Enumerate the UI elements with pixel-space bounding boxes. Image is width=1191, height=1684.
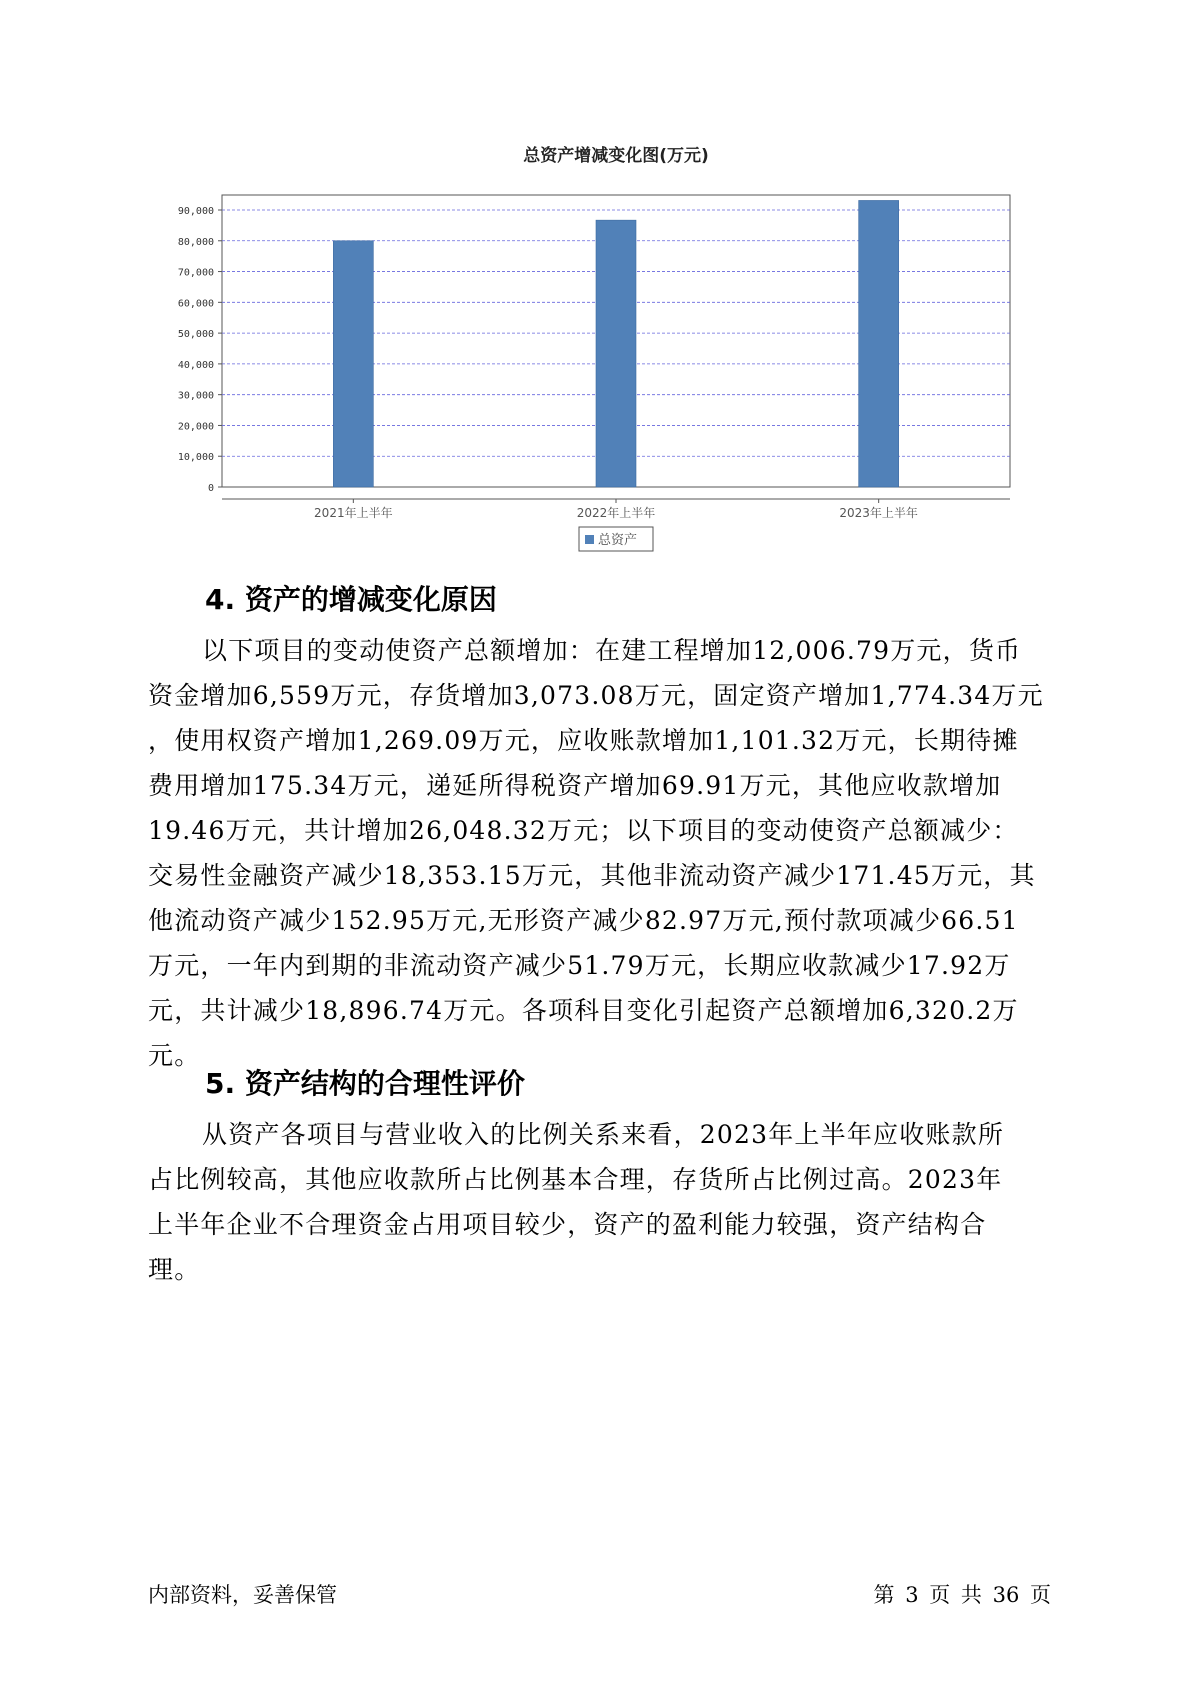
section4-paragraph [148,628,1048,1078]
section4-heading: 4. 资产的增减变化原因 [205,583,497,616]
chart-title: 总资产增减变化图(万元) [523,146,709,166]
paragraph-line: 万元，一年内到期的非流动资产减少51.79万元，长期应收款减少17.92万 [148,951,1011,980]
y-tick-label: 10,000 [177,452,214,464]
paragraph-line: 占比例较高，其他应收款所占比例基本合理，存货所占比例过高。2023年 [148,1165,1003,1194]
y-tick-label: 80,000 [177,236,214,248]
legend-swatch [585,535,594,544]
paragraph-line: 元。 [148,1041,201,1070]
paragraph-line: 上半年企业不合理资金占用项目较少，资产的盈利能力较强，资产结构合 [148,1210,987,1239]
y-tick-label: 40,000 [177,359,214,371]
bar [333,241,373,487]
paragraph-line: 理。 [148,1255,201,1284]
paragraph-line: 交易性金融资产减少18,353.15万元，其他非流动资产减少171.45万元，其 [148,861,1036,890]
legend-label: 总资产 [598,533,638,548]
bar [596,220,636,487]
section5-paragraph [148,1112,1048,1292]
y-tick-label: 50,000 [177,329,214,341]
y-tick-label: 20,000 [177,421,214,433]
paragraph-line: 从资产各项目与营业收入的比例关系来看，2023年上半年应收账款所 [202,1120,1005,1149]
paragraph-line: 元，共计减少18,896.74万元。各项科目变化引起资产总额增加6,320.2万 [148,996,1019,1025]
total-assets-chart [150,135,1020,595]
y-tick-label: 0 [207,483,214,494]
footer-confidential-note: 内部资料，妥善保管 [148,1583,337,1607]
paragraph-line: ，使用权资产增加1,269.09万元，应收账款增加1,101.32万元，长期待摊 [148,726,1019,755]
y-tick-label: 60,000 [177,298,214,310]
footer-page-number: 第 3 页 共 36 页 [873,1583,1051,1607]
paragraph-line: 费用增加175.34万元，递延所得税资产增加69.91万元，其他应收款增加 [148,771,1002,800]
y-tick-label: 70,000 [177,267,214,279]
paragraph-line: 19.46万元，共计增加26,048.32万元；以下项目的变动使资产总额减少： [148,816,1019,845]
x-tick-label: 2023年上半年 [839,506,918,520]
paragraph-line: 他流动资产减少152.95万元,无形资产减少82.97万元,预付款项减少66.51 [148,906,1019,935]
bar [859,200,899,487]
x-tick-label: 2021年上半年 [314,506,393,520]
section5-heading: 5. 资产结构的合理性评价 [205,1067,525,1100]
x-tick-label: 2022年上半年 [576,506,656,520]
paragraph-line: 资金增加6,559万元，存货增加3,073.08万元，固定资产增加1,774.34万元 [148,681,1044,710]
paragraph-line: 以下项目的变动使资产总额增加：在建工程增加12,006.79万元，货币 [202,636,1022,665]
chart-svg [150,135,1020,595]
y-tick-label: 90,000 [177,206,214,217]
y-tick-label: 30,000 [177,390,214,402]
